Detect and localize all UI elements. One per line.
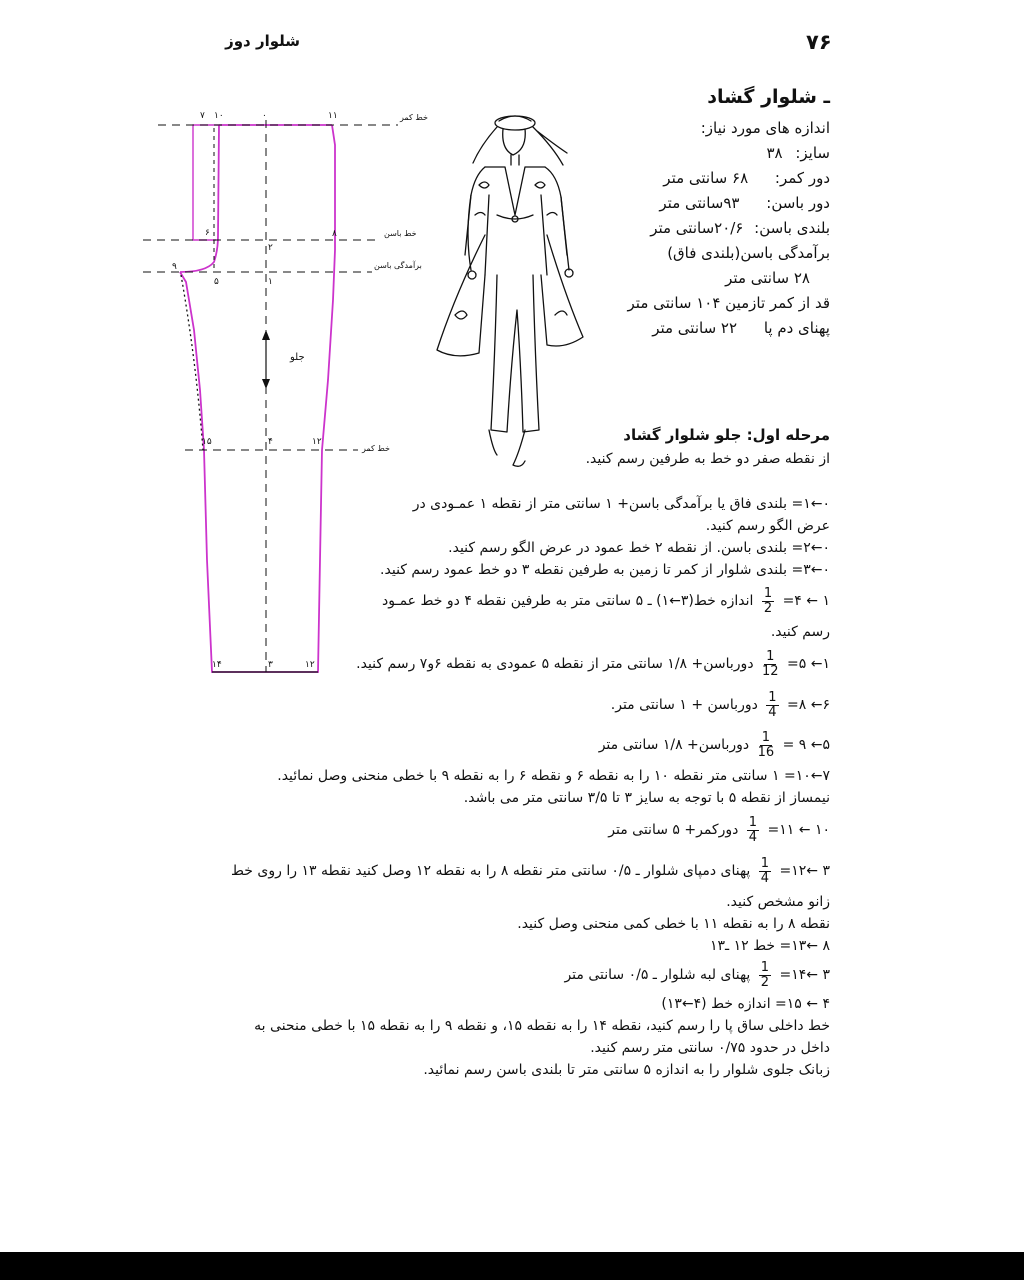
fraction-twelfth: $\frac{1}{12}$ bbox=[762, 648, 779, 679]
rise-line-label: برآمدگی باسن bbox=[374, 261, 422, 270]
fly-extension bbox=[193, 125, 219, 240]
measurement-row: دور باسن: ۹۳سانتی متر bbox=[659, 194, 830, 212]
measurements-heading: اندازه های مورد نیاز: bbox=[700, 119, 830, 137]
crotch-curve bbox=[180, 125, 219, 272]
length-row: قد از کمر تازمین ۱۰۴ سانتی متر bbox=[627, 294, 830, 312]
fraction-sixteenth: $\frac{1}{16}$ bbox=[757, 729, 775, 760]
rise-value: ۲۸ سانتی متر bbox=[725, 269, 810, 287]
step-4-cont: رسم کنید. bbox=[770, 624, 830, 640]
fraction-quarter: $\frac{1}{4}$ bbox=[748, 814, 758, 845]
front-label: جلو bbox=[290, 352, 305, 363]
step-1: ۰←۱= بلندی فاق یا برآمدگی باسن+ ۱ سانتی متر از نقطه ۱ عمـودی در bbox=[412, 496, 830, 512]
running-title: شلوار دوز bbox=[225, 32, 300, 50]
step-10: ۳ ←۱۲= $\frac{1}{4}$ پهنای دمپای شلوار ـ ۰/۵ سانتی متر نقطه ۸ را به نقطه ۱۲ وصل کنید نقطه ۱۳ را روی خط bbox=[231, 855, 830, 886]
step-5: ۱← ۵= $\frac{1}{12}$ دورباسن+ ۱/۸ سانتی متر از نقطه ۵ عمودی به نقطه ۶و۷ رسم کنید. bbox=[356, 648, 830, 679]
stage-intro: از نقطه صفر دو خط به طرفین رسم کنید. bbox=[585, 451, 830, 467]
point-0: ۰ bbox=[262, 111, 267, 121]
measurements-list bbox=[580, 116, 830, 341]
point-3: ۳ bbox=[268, 660, 273, 670]
fraction-half: $\frac{1}{2}$ bbox=[763, 585, 773, 616]
step-15: زبانک جلوی شلوار را به اندازه ۵ سانتی متر تا بلندی باسن رسم نمائید. bbox=[423, 1062, 830, 1078]
point-9: ۹ bbox=[172, 262, 177, 272]
step-13: ۴ ← ۱۵= اندازه خط (۴←۱۳) bbox=[661, 996, 830, 1012]
hem-row: پهنای دم پا ۲۲ سانتی متر bbox=[652, 319, 830, 337]
stage-title: مرحله اول: جلو شلوار گشاد bbox=[623, 426, 830, 444]
step-10-note: نقطه ۸ را به نقطه ۱۱ با خطی کمی منحنی وصل کنید. bbox=[517, 916, 830, 932]
measurement-row: سایز: ۳۸ bbox=[766, 144, 830, 162]
fraction-quarter: $\frac{1}{4}$ bbox=[760, 855, 770, 886]
fraction-quarter: $\frac{1}{4}$ bbox=[768, 689, 777, 720]
hip-line-label: خط باسن bbox=[384, 229, 417, 238]
point-6: ۶ bbox=[205, 228, 210, 238]
inseam-dotted bbox=[181, 275, 203, 450]
step-6: ۶← ۸= $\frac{1}{4}$ دورباسن + ۱ سانتی متر. bbox=[610, 689, 830, 720]
step-14: خط داخلی ساق پا را رسم کنید، نقطه ۱۴ را به نقطه ۱۵، و نقطه ۹ را به نقطه ۱۵ با خطی منحنی به bbox=[254, 1018, 830, 1034]
point-10: ۱۰ bbox=[214, 111, 224, 121]
point-5: ۵ bbox=[214, 277, 219, 287]
section-title: ـ شلوار گشاد bbox=[707, 86, 830, 108]
grain-arrow-head-down bbox=[262, 379, 270, 389]
point-2: ۲ bbox=[268, 243, 273, 253]
point-1: ۱ bbox=[268, 277, 273, 287]
step-8: ۷←۱۰= ۱ سانتی متر نقطه ۱۰ را به نقطه ۶ و نقطه ۶ را به نقطه ۹ با خطی منحنی وصل نمائید. bbox=[277, 768, 830, 784]
step-12: ۳ ←۱۴= $\frac{1}{2}$ پهنای لبه شلوار ـ ۰/۵ سانتی متر bbox=[564, 959, 830, 990]
page-number: ۷۶ bbox=[806, 30, 832, 54]
step-11: ۸ ←۱۳= خط ۱۲ ـ۱۳ bbox=[710, 938, 830, 954]
step-10-cont: زانو مشخص کنید. bbox=[726, 894, 830, 910]
point-14: ۱۴ bbox=[212, 660, 222, 670]
point-4: ۴ bbox=[268, 437, 273, 447]
point-11: ۱۱ bbox=[328, 111, 338, 121]
step-9: ۱۰ ← ۱۱= $\frac{1}{4}$ دورکمر+ ۵ سانتی متر bbox=[608, 814, 830, 845]
fashion-figure-illustration bbox=[415, 105, 590, 480]
step-3: ۰←۳= بلندی شلوار از کمر تا زمین به طرفین نقطه ۳ دو خط عمود رسم کنید. bbox=[380, 562, 830, 578]
step-2: ۰←۲= بلندی باسن. از نقطه ۲ خط عمود در عرض الگو رسم کنید. bbox=[448, 540, 830, 556]
fraction-half: $\frac{1}{2}$ bbox=[760, 959, 770, 990]
point-15: ۱۵ bbox=[202, 437, 212, 447]
step-14-cont: داخل در حدود ۰/۷۵ سانتی متر رسم کنید. bbox=[590, 1040, 830, 1056]
measurement-row: دور کمر: ۶۸ سانتی متر bbox=[663, 169, 830, 187]
step-4: ۱ ← ۴= $\frac{1}{2}$ اندازه خط(۳←۱) ـ ۵ سانتی متر به طرفین نقطه ۴ دو خط عمـود bbox=[382, 585, 830, 616]
knee-line-label: خط کمر bbox=[362, 444, 390, 453]
point-12-hem: ۱۲ bbox=[305, 660, 315, 670]
point-7: ۷ bbox=[200, 111, 205, 121]
point-8: ۸ bbox=[332, 229, 337, 239]
hat-icon bbox=[495, 116, 535, 130]
measurement-row: بلندی باسن: ۲۰/۶سانتی متر bbox=[650, 219, 830, 237]
waist-line-label: خط کمر bbox=[400, 113, 428, 122]
grain-arrow-head-up bbox=[262, 330, 270, 340]
step-8-note: نیمساز از نقطه ۵ با توجه به سایز ۳ تا ۳/۵ سانتی متر می باشد. bbox=[463, 790, 830, 806]
step-7: ۵← ۹ = $\frac{1}{16}$ دورباسن+ ۱/۸ سانتی متر bbox=[598, 729, 830, 760]
point-12: ۱۲ bbox=[312, 437, 322, 447]
rise-label: برآمدگی باسن(بلندی فاق) bbox=[667, 244, 830, 262]
instructions bbox=[190, 493, 830, 1081]
step-1-cont: عرض الگو رسم کنید. bbox=[705, 518, 830, 534]
